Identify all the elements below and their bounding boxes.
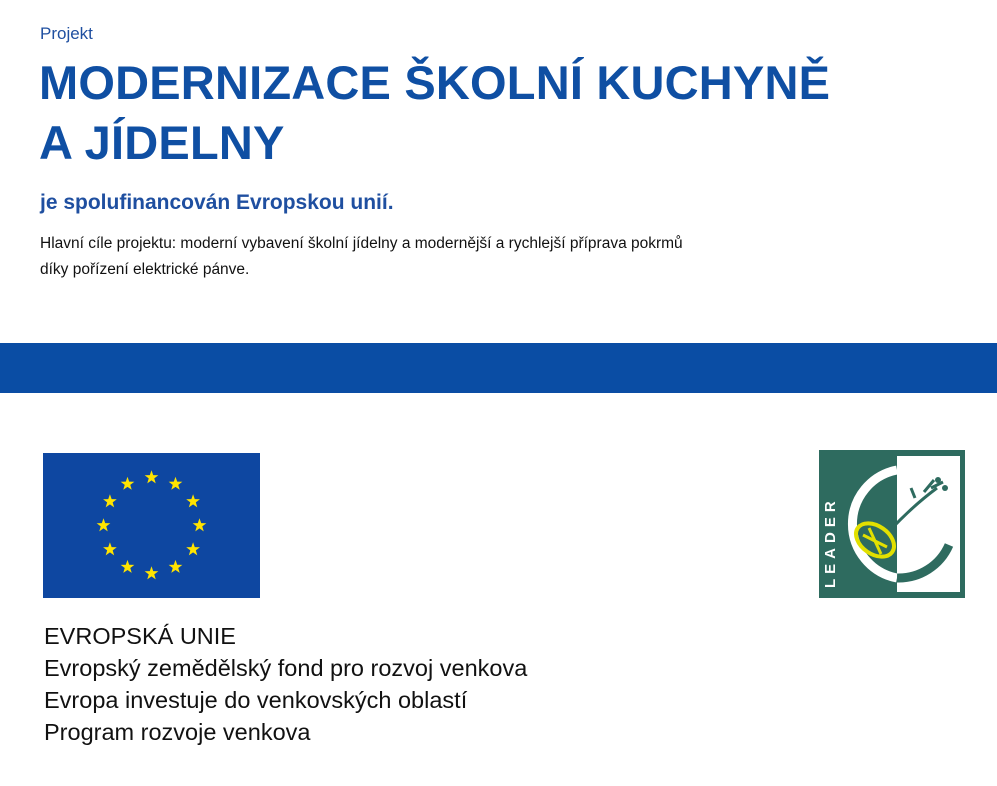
funding-statement (44, 620, 527, 748)
funding-line-fund: Evropský zemědělský fond pro rozvoj venkova (44, 655, 528, 681)
project-description-line-1: Hlavní cíle projektu: moderní vybavení školní jídelny a modernější a rychlejší příprava pokrmů (40, 235, 683, 252)
funding-line-invest: Evropa investuje do venkovských oblastí (44, 687, 468, 713)
project-title-line-2: A JÍDELNY (39, 116, 285, 169)
funding-line-eu: EVROPSKÁ UNIE (44, 623, 236, 649)
blue-divider-band (0, 343, 997, 393)
project-title-line-1: MODERNIZACE ŠKOLNÍ KUCHYNĚ (39, 56, 831, 109)
project-description (40, 231, 920, 283)
project-title (39, 53, 969, 173)
project-kicker: Projekt (40, 24, 93, 43)
leader-logo-bud-2 (942, 485, 948, 491)
leader-logo-bud-1 (935, 477, 941, 483)
funding-line-program: Program rozvoje venkova (44, 719, 311, 745)
project-description-line-2: díky pořízení elektrické pánve. (40, 261, 250, 278)
eu-flag-icon (43, 453, 260, 598)
leader-logo-icon (819, 450, 965, 598)
cofinancing-statement: je spolufinancován Evropskou unií. (40, 191, 394, 214)
leader-logo-lettering: LEADER (822, 496, 839, 588)
